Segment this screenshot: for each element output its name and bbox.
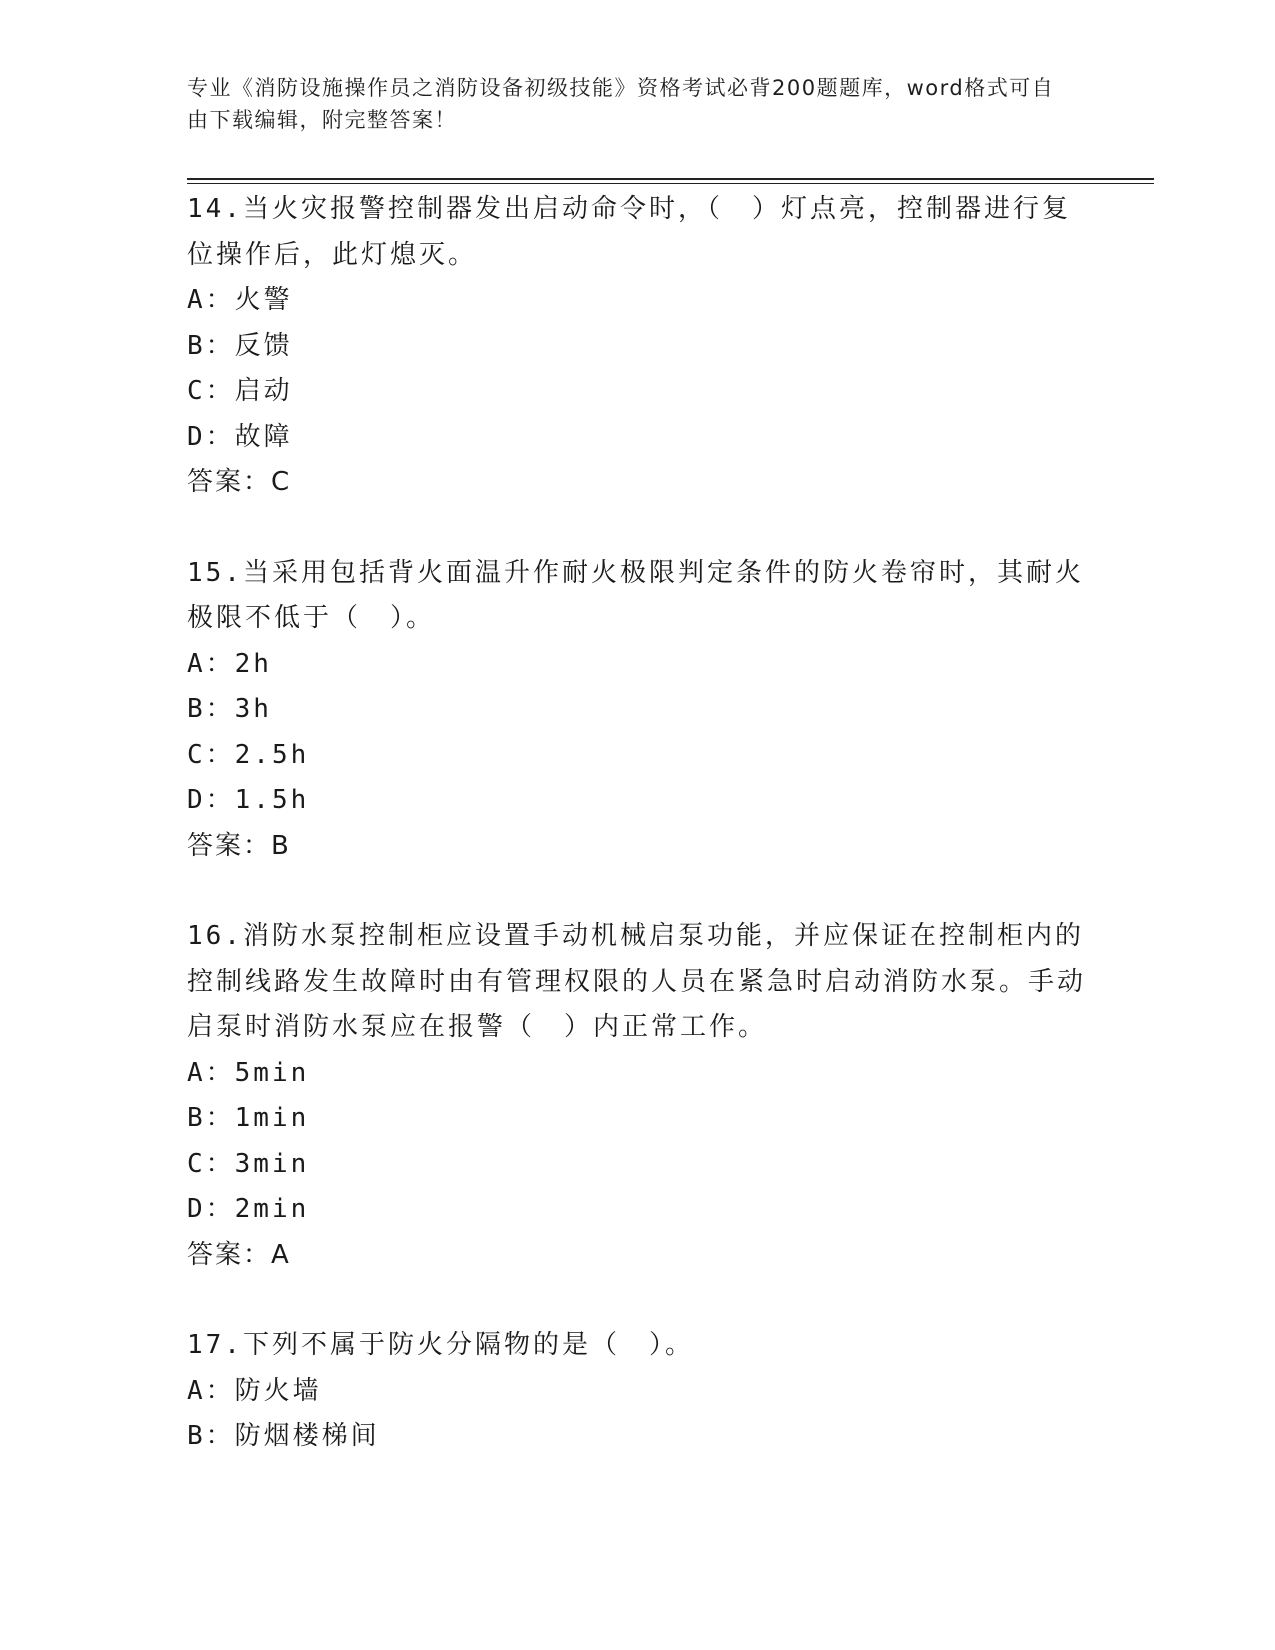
option-c: C：2.5h	[187, 739, 310, 770]
option-d: D：故障	[187, 421, 293, 452]
question-text: 17.下列不属于防火分隔物的是（ ）。	[187, 1330, 694, 1360]
option-a: A：防火墙	[187, 1375, 322, 1406]
spacer	[187, 1278, 1087, 1323]
option-a: A：2h	[187, 648, 272, 679]
question-15	[187, 551, 1087, 870]
option-d: D：2min	[187, 1194, 310, 1224]
option-a: A：火警	[187, 285, 293, 315]
question-list	[187, 187, 1087, 1460]
question-text: 16.消防水泵控制柜应设置手动机械启泵功能，并应保证在控制柜内的控制线路发生故障时由有管理权限的人员在紧急时启动消防水泵。手动启泵时消防水泵应在报警（ ）内正常工作。	[187, 921, 1087, 1042]
answer: 答案：C	[187, 467, 292, 497]
option-d: D：1.5h	[187, 785, 310, 815]
answer: 答案：B	[187, 830, 291, 861]
header-rule-thin	[187, 183, 1154, 184]
option-a: A：5min	[187, 1057, 310, 1088]
header-rule-thick	[187, 178, 1154, 180]
spacer	[187, 869, 1087, 914]
question-text: 15.当采用包括背火面温升作耐火极限判定条件的防火卷帘时，其耐火极限不低于（ ）。	[187, 557, 1084, 633]
document-header: 专业《消防设施操作员之消防设备初级技能》资格考试必背200题题库，word格式可自由下载编辑，附完整答案！	[187, 76, 1055, 132]
option-b: B：3h	[187, 694, 272, 724]
spacer	[187, 506, 1087, 551]
option-c: C：启动	[187, 376, 293, 406]
question-17	[187, 1323, 1087, 1460]
question-text: 14.当火灾报警控制器发出启动命令时，（ ）灯点亮，控制器进行复位操作后，此灯熄灭。	[187, 194, 1071, 270]
option-b: B：1min	[187, 1103, 310, 1133]
question-14	[187, 187, 1087, 506]
option-c: C：3min	[187, 1148, 310, 1179]
answer: 答案：A	[187, 1239, 291, 1270]
option-b: B：反馈	[187, 330, 293, 361]
question-16	[187, 914, 1087, 1278]
option-b: B：防烟楼梯间	[187, 1421, 380, 1451]
